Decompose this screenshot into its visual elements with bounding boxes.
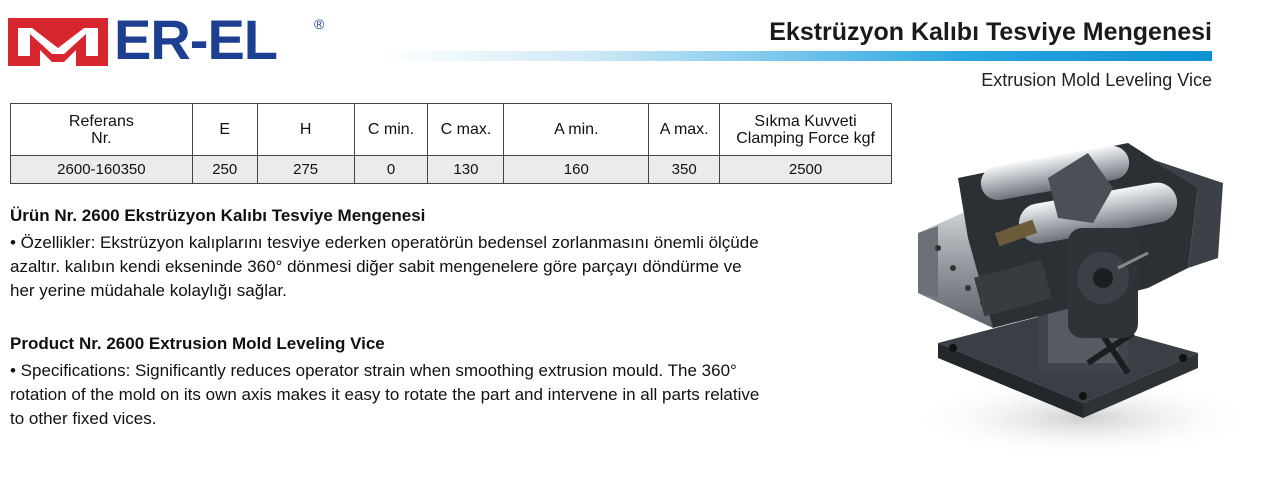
- col-header-referans: [11, 104, 193, 156]
- page-title: Ekstrüzyon Kalıbı Tesviye Mengenesi: [769, 18, 1212, 46]
- title-underline-bar: [380, 51, 1212, 61]
- cell-a-min: 160: [504, 156, 649, 184]
- cell-referans: 2600-160350: [11, 156, 193, 184]
- en-section-title: Product Nr. 2600 Extrusion Mold Leveling Vice: [10, 334, 385, 353]
- cell-clamping-force: 2500: [720, 156, 892, 184]
- brand-name: ER-EL: [114, 8, 277, 71]
- en-section-body: • Specifications: Significantly reduces operator strain when smoothing extrusion mould. The 360° rotation of the mold on its own axis makes it easy to rotate the part and intervene in all parts relative to other fixed vices.: [10, 361, 760, 428]
- product-vice-image: [898, 118, 1258, 470]
- table-row: [11, 156, 892, 184]
- col-header-a-min: A min.: [504, 104, 649, 156]
- spec-table: [10, 103, 892, 184]
- header-line: Sıkma Kuvveti Clamping Force kgf: [736, 112, 875, 147]
- registered-mark: ®: [314, 16, 325, 32]
- brand-logo: [8, 8, 328, 71]
- col-header-clamping-force: [720, 104, 892, 156]
- col-header-h: H: [257, 104, 354, 156]
- brand-mark-icon: [8, 18, 108, 66]
- cell-c-min: 0: [354, 156, 428, 184]
- col-header-c-max: C max.: [428, 104, 504, 156]
- cell-a-max: 350: [649, 156, 720, 184]
- col-header-c-min: C min.: [354, 104, 428, 156]
- col-header-a-max: A max.: [649, 104, 720, 156]
- page-subtitle: Extrusion Mold Leveling Vice: [981, 70, 1212, 90]
- tr-section-title: Ürün Nr. 2600 Ekstrüzyon Kalıbı Tesviye Mengenesi: [10, 206, 426, 225]
- cell-e: 250: [192, 156, 257, 184]
- cell-h: 275: [257, 156, 354, 184]
- table-header-row: [11, 104, 892, 156]
- cell-c-max: 130: [428, 156, 504, 184]
- tr-section-body: • Özellikler: Ekstrüzyon kalıplarını tesviye ederken operatörün bedensel zorlanmasını önemli ölçüde azaltır. kalıbın kendi ekseninde 360° dönmesi diğer sabit mengenelere göre parçayı döndürme ve her yerine müdahale kolaylığı sağlar.: [10, 233, 759, 300]
- col-header-e: E: [192, 104, 257, 156]
- header-line: Referans Nr.: [68, 112, 134, 147]
